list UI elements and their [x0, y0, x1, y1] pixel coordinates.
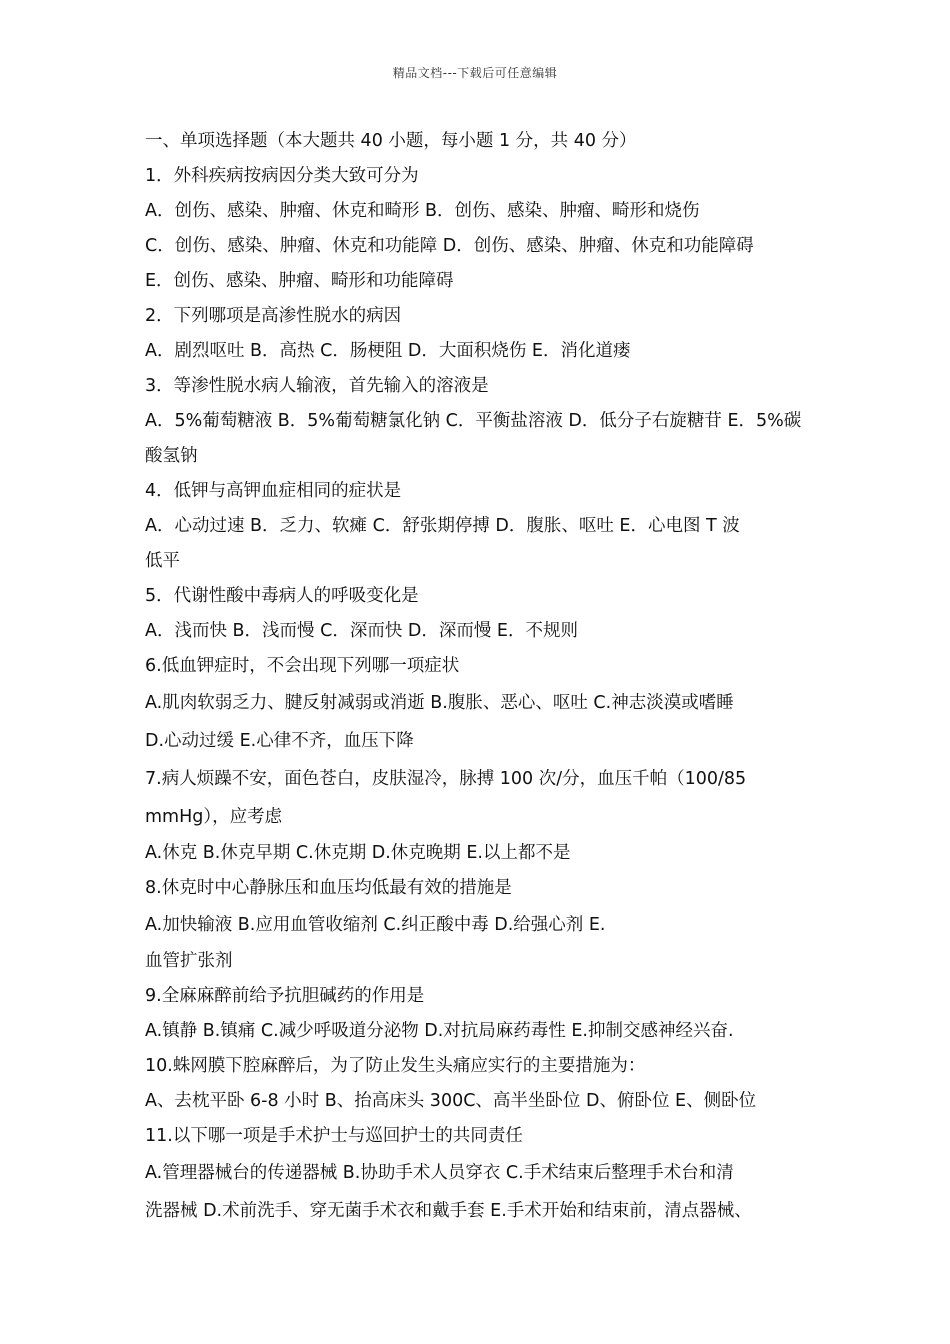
question-6-options: A.肌肉软弱乏力、腱反射减弱或消逝 B.腹胀、恶心、呕吐 C.神志淡漠或嗜睡 — [145, 693, 734, 713]
question-1-options-a-b: A．创伤、感染、肿瘤、休克和畸形 B．创伤、感染、肿瘤、畸形和烧伤 — [145, 201, 700, 221]
question-9-stem: 9.全麻麻醉前给予抗胆碱药的作用是 — [145, 986, 425, 1006]
question-7-stem-continued: mmHg），应考虑 — [145, 807, 283, 827]
page-header: 精品文档---下载后可任意编辑 — [392, 66, 558, 80]
question-3-stem: 3．等渗性脱水病人输液，首先输入的溶液是 — [145, 376, 489, 396]
question-8-options-continued: 血管扩张剂 — [145, 951, 233, 971]
question-10-stem: 10.蛛网膜下腔麻醉后，为了防止发生头痛应实行的主要措施为： — [145, 1056, 646, 1076]
question-3-options: A．5%葡萄糖液 B．5%葡萄糖氯化钠 C．平衡盐溶液 D．低分子右旋糖苷 E．5%碳 — [145, 411, 802, 431]
question-4-options: A．心动过速 B．乏力、软瘫 C．舒张期停搏 D．腹胀、呕吐 E．心电图 T 波 — [145, 516, 740, 536]
question-7-options: A.休克 B.休克早期 C.休克期 D.休克晚期 E.以上都不是 — [145, 843, 571, 863]
question-8-stem: 8.休克时中心静脉压和血压均低最有效的措施是 — [145, 878, 512, 898]
question-4-stem: 4．低钾与高钾血症相同的症状是 — [145, 481, 402, 501]
question-10-options: A、去枕平卧 6-8 小时 B、抬高床头 300C、高半坐卧位 D、俯卧位 E、侧卧位 — [145, 1091, 757, 1111]
question-1-option-e: E．创伤、感染、肿瘤、畸形和功能障碍 — [145, 271, 454, 291]
question-4-options-continued: 低平 — [145, 551, 180, 571]
question-8-options: A.加快输液 B.应用血管收缩剂 C.纠正酸中毒 D.给强心剂 E. — [145, 915, 606, 935]
question-11-options: A.管理器械台的传递器械 B.协助手术人员穿衣 C.手术结束后整理手术台和清 — [145, 1163, 734, 1183]
question-6-stem: 6.低血钾症时，不会出现下列哪一项症状 — [145, 656, 460, 676]
question-1-options-c-d: C．创伤、感染、肿瘤、休克和功能障 D．创伤、感染、肿瘤、休克和功能障碍 — [145, 236, 754, 256]
question-11-options-continued: 洗器械 D.术前洗手、穿无菌手术衣和戴手套 E.手术开始和结束前，清点器械、 — [145, 1201, 752, 1221]
question-2-stem: 2．下列哪项是高渗性脱水的病因 — [145, 306, 402, 326]
question-11-stem: 11.以下哪一项是手术护士与巡回护士的共同责任 — [145, 1126, 523, 1146]
question-5-stem: 5．代谢性酸中毒病人的呼吸变化是 — [145, 586, 419, 606]
question-7-stem: 7.病人烦躁不安，面色苍白，皮肤湿冷，脉搏 100 次/分，血压千帕（100/85 — [145, 769, 747, 789]
question-3-options-continued: 酸氢钠 — [145, 446, 198, 466]
question-1-stem: 1．外科疾病按病因分类大致可分为 — [145, 166, 419, 186]
question-6-options-continued: D.心动过缓 E.心律不齐，血压下降 — [145, 731, 414, 751]
question-2-options: A．剧烈呕吐 B．高热 C．肠梗阻 D．大面积烧伤 E．消化道瘘 — [145, 341, 631, 361]
section-title: 一、单项选择题（本大题共 40 小题，每小题 1 分，共 40 分） — [145, 131, 637, 151]
question-5-options: A．浅而快 B．浅而慢 C．深而快 D．深而慢 E．不规则 — [145, 621, 578, 641]
question-9-options: A.镇静 B.镇痛 C.减少呼吸道分泌物 D.对抗局麻药毒性 E.抑制交感神经兴奋. — [145, 1021, 734, 1041]
document-body — [145, 124, 825, 1230]
